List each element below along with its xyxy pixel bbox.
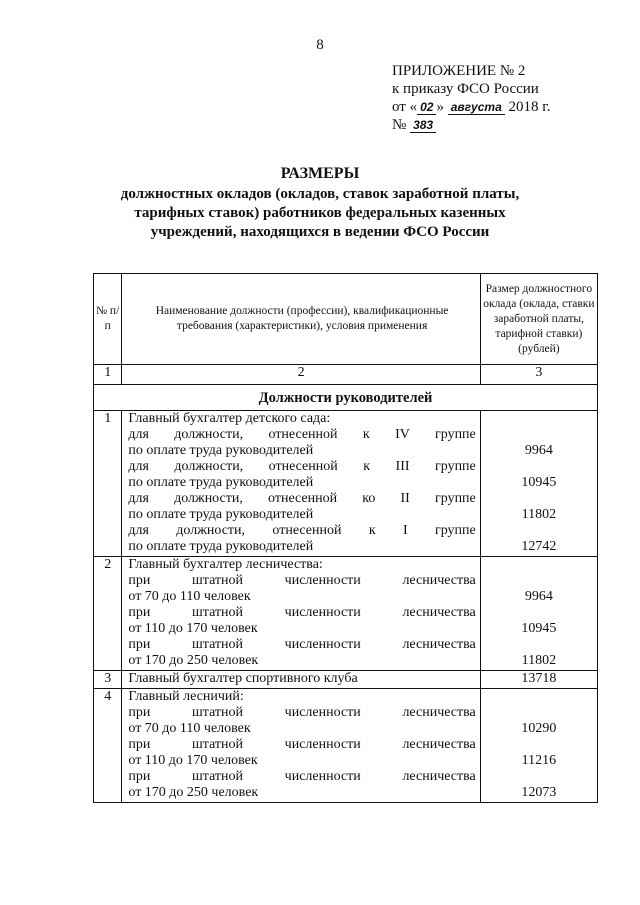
appendix-number — [392, 116, 604, 134]
salary-spacer — [481, 523, 597, 539]
salary-cell — [480, 557, 597, 671]
date-prefix: от « — [392, 99, 418, 115]
appendix-order-ref: к приказу ФСО России — [392, 81, 539, 97]
date-month: августа — [448, 100, 505, 115]
number-prefix: № — [392, 117, 407, 133]
column-number-1: 1 — [94, 365, 122, 385]
salary-spacer — [481, 637, 597, 653]
salary-value: 11802 — [521, 507, 557, 522]
condition-line: при штатной численности лесничества — [128, 605, 476, 620]
row-number: 4 — [94, 689, 122, 803]
condition-line: от 110 до 170 человек — [128, 753, 258, 768]
condition-line: от 70 до 110 человек — [128, 589, 251, 604]
condition-line: для должности, отнесенной к III группе — [128, 459, 476, 474]
title-line-3: учреждений, находящихся в ведении ФСО России — [150, 224, 490, 240]
table-row — [94, 557, 598, 671]
column-number-3: 3 — [480, 365, 597, 385]
title-line-1: должностных окладов (окладов, ставок заработной платы, — [120, 186, 520, 202]
salary-spacer — [481, 705, 597, 721]
date-day: 02 — [417, 100, 436, 115]
position-cell — [122, 411, 480, 557]
condition-line: от 70 до 110 человек — [128, 721, 251, 736]
row-number: 3 — [94, 671, 122, 689]
position-title: Главный бухгалтер детского сада: — [128, 411, 331, 426]
table-row — [94, 671, 598, 689]
table-row — [94, 689, 598, 803]
condition-line: по оплате труда руководителей — [128, 443, 314, 458]
salary-spacer — [481, 737, 597, 753]
position-title: Главный бухгалтер спортивного клуба — [128, 671, 358, 686]
condition-line: по оплате труда руководителей — [128, 475, 314, 490]
section-row — [94, 385, 598, 411]
salary-value: 10290 — [521, 721, 557, 736]
order-number: 383 — [410, 118, 436, 133]
column-number-row — [94, 365, 598, 385]
salary-cell — [480, 411, 597, 557]
salary-value: 11216 — [521, 753, 557, 768]
condition-line: по оплате труда руководителей — [128, 507, 314, 522]
salary-spacer — [481, 491, 597, 507]
table-row — [94, 411, 598, 557]
appendix-title: ПРИЛОЖЕНИЕ № 2 — [392, 63, 526, 79]
salary-value: 13718 — [521, 671, 557, 686]
salary-spacer — [481, 427, 597, 443]
position-cell — [122, 671, 480, 689]
salary-value: 9964 — [524, 589, 553, 604]
section-title: Должности руководителей — [94, 385, 598, 411]
column-number-2: 2 — [122, 365, 480, 385]
salary-value: 12742 — [521, 539, 557, 554]
row-number: 1 — [94, 411, 122, 557]
appendix-block — [392, 62, 604, 134]
condition-line: при штатной численности лесничества — [128, 737, 476, 752]
condition-line: по оплате труда руководителей — [128, 539, 314, 554]
salary-spacer — [481, 459, 597, 475]
appendix-date — [392, 98, 604, 116]
title-main: РАЗМЕРЫ — [280, 165, 360, 182]
document-title — [0, 164, 640, 242]
condition-line: при штатной численности лесничества — [128, 769, 476, 784]
header-position: Наименование должности (профессии), квалификационные требования (характеристики), условия применения — [122, 274, 480, 365]
header-salary: Размер должностного оклада (оклада, ставки заработной платы, тарифной ставки) (рублей) — [480, 274, 597, 365]
row-number: 2 — [94, 557, 122, 671]
condition-line: для должности, отнесенной ко II группе — [128, 491, 476, 506]
condition-line: для должности, отнесенной к IV группе — [128, 427, 476, 442]
salary-value: 10945 — [521, 475, 557, 490]
date-year: 2018 г. — [508, 99, 551, 115]
header-number: № п/п — [94, 274, 122, 365]
title-line-2: тарифных ставок) работников федеральных казенных — [134, 205, 506, 221]
condition-line: при штатной численности лесничества — [128, 573, 476, 588]
position-title: Главный бухгалтер лесничества: — [128, 557, 323, 572]
salary-value: 9964 — [524, 443, 553, 458]
condition-line: при штатной численности лесничества — [128, 705, 476, 720]
date-mid: » — [436, 99, 444, 115]
condition-line: для должности, отнесенной к I группе — [128, 523, 476, 538]
salary-cell — [480, 671, 597, 689]
salary-spacer — [481, 557, 597, 573]
condition-line: от 170 до 250 человек — [128, 785, 259, 800]
position-cell — [122, 557, 480, 671]
position-cell — [122, 689, 480, 803]
salary-cell — [480, 689, 597, 803]
page-number: 8 — [316, 37, 324, 53]
salary-spacer — [481, 769, 597, 785]
table-header-row — [94, 274, 598, 365]
salary-value: 11802 — [521, 653, 557, 668]
salary-spacer — [481, 411, 597, 427]
salary-value: 12073 — [521, 785, 557, 800]
condition-line: при штатной численности лесничества — [128, 637, 476, 652]
condition-line: от 170 до 250 человек — [128, 653, 259, 668]
position-title: Главный лесничий: — [128, 689, 244, 704]
salary-value: 10945 — [521, 621, 557, 636]
salary-spacer — [481, 605, 597, 621]
salary-table — [93, 273, 598, 803]
salary-spacer — [481, 689, 597, 705]
salary-spacer — [481, 573, 597, 589]
condition-line: от 110 до 170 человек — [128, 621, 258, 636]
